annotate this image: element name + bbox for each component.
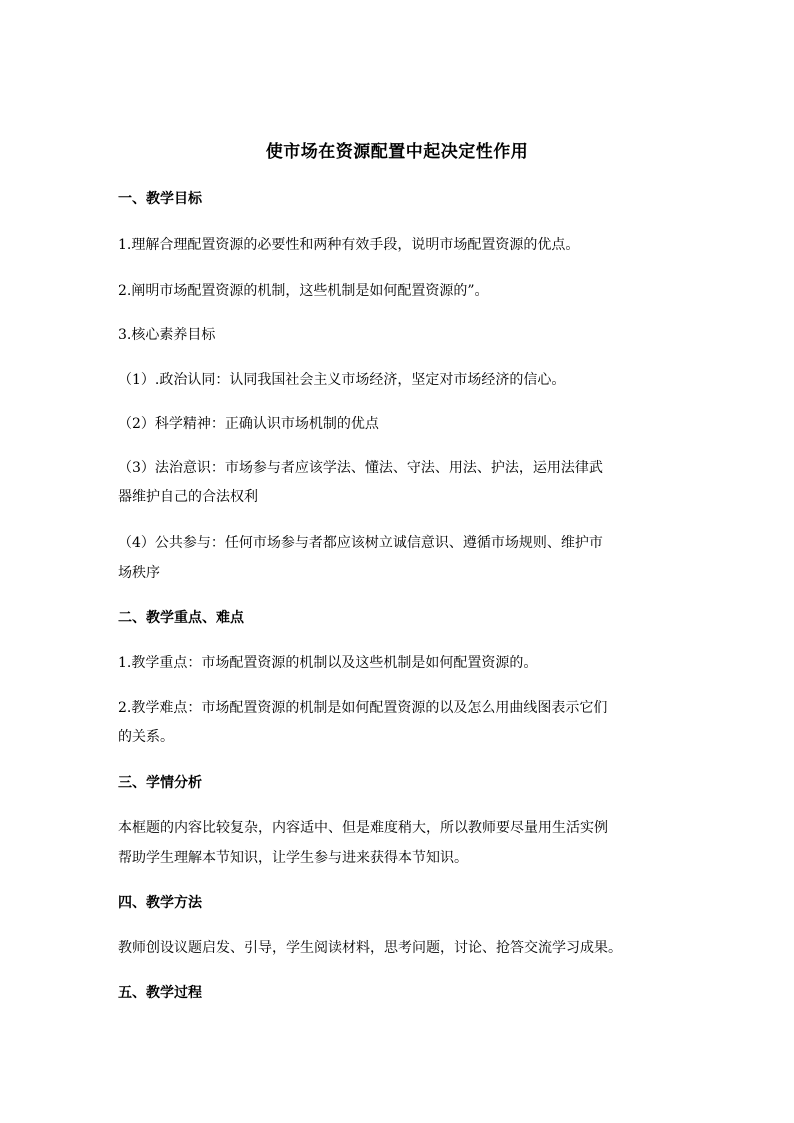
section-heading-teaching-process: 五、教学过程 — [118, 985, 202, 1001]
paragraph-continuation: 帮助学生理解本节知识，让学生参与进来获得本节知识。 — [118, 850, 468, 866]
section-heading-student-analysis: 三、学情分析 — [118, 775, 202, 791]
paragraph: 本框题的内容比较复杂，内容适中、但是难度稍大，所以教师要尽量用生活实例 — [118, 820, 608, 836]
list-item: （1）.政治认同：认同我国社会主义市场经济，坚定对市场经济的信心。 — [118, 372, 566, 388]
paragraph: 1.教学重点：市场配置资源的机制以及这些机制是如何配置资源的。 — [118, 655, 538, 671]
document-title: 使市场在资源配置中起决定性作用 — [265, 142, 529, 162]
list-item: （4）公共参与：任何市场参与者都应该树立诚信意识、遵循市场规则、维护市 — [118, 535, 603, 551]
paragraph: 2.教学难点：市场配置资源的机制是如何配置资源的以及怎么用曲线图表示它们 — [118, 700, 608, 716]
list-item: （2）科学精神：正确认识市场机制的优点 — [118, 416, 379, 432]
list-item-continuation: 场秩序 — [118, 565, 160, 581]
section-heading-key-points: 二、教学重点、难点 — [118, 610, 244, 626]
section-heading-teaching-methods: 四、教学方法 — [118, 895, 202, 911]
section-heading-teaching-goals: 一、教学目标 — [118, 191, 202, 207]
paragraph: 教师创设议题启发、引导，学生阅读材料，思考问题，讨论、抢答交流学习成果。 — [118, 940, 622, 956]
paragraph: 3.核心素养目标 — [118, 327, 216, 343]
paragraph: 1.理解合理配置资源的必要性和两种有效手段，说明市场配置资源的优点。 — [118, 237, 580, 253]
list-item-continuation: 器维护自己的合法权利 — [118, 489, 258, 505]
list-item: （3）法治意识：市场参与者应该学法、懂法、守法、用法、护法，运用法律武 — [118, 460, 603, 476]
paragraph-continuation: 的关系。 — [118, 729, 174, 745]
paragraph: 2.阐明市场配置资源的机制，这些机制是如何配置资源的”。 — [118, 283, 489, 299]
